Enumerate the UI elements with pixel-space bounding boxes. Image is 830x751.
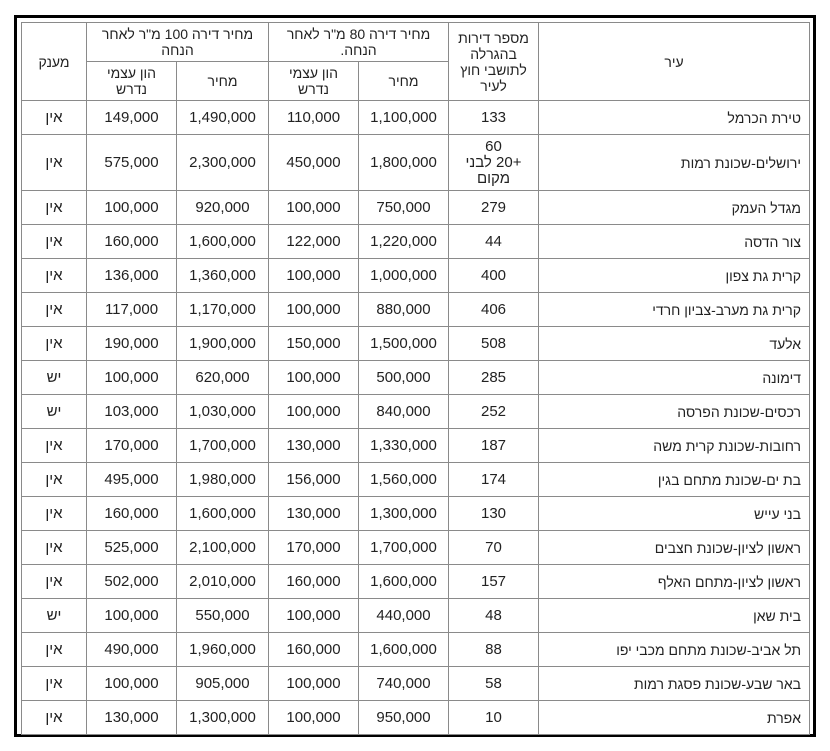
table-row (22, 225, 810, 259)
cell-grant: אין (22, 259, 87, 293)
table-row (22, 633, 810, 667)
cell-equity-100: 575,000 (87, 135, 177, 191)
cell-grant: אין (22, 565, 87, 599)
cell-equity-100: 100,000 (87, 667, 177, 701)
cell-city: קרית גת מערב-צביון חרדי (539, 293, 810, 327)
cell-equity-80: 100,000 (269, 701, 359, 735)
cell-equity-80: 122,000 (269, 225, 359, 259)
cell-equity-80: 170,000 (269, 531, 359, 565)
cell-price-100: 1,980,000 (177, 463, 269, 497)
header-city: עיר (539, 23, 810, 101)
cell-price-80: 1,600,000 (359, 633, 449, 667)
cell-price-80: 1,300,000 (359, 497, 449, 531)
cell-grant: אין (22, 191, 87, 225)
header-apt80: מחיר דירה 80 מ"ר לאחר הנחה. (269, 23, 449, 62)
cell-lottery: 88 (449, 633, 539, 667)
cell-price-100: 620,000 (177, 361, 269, 395)
cell-equity-80: 100,000 (269, 667, 359, 701)
cell-city: בני עייש (539, 497, 810, 531)
cell-grant: אין (22, 101, 87, 135)
cell-city: בית שאן (539, 599, 810, 633)
cell-lottery: 285 (449, 361, 539, 395)
table-row (22, 259, 810, 293)
cell-equity-100: 490,000 (87, 633, 177, 667)
cell-equity-100: 525,000 (87, 531, 177, 565)
cell-city: אלעד (539, 327, 810, 361)
table-row (22, 497, 810, 531)
cell-equity-100: 160,000 (87, 497, 177, 531)
cell-grant: אין (22, 327, 87, 361)
cell-lottery: 130 (449, 497, 539, 531)
cell-grant: אין (22, 633, 87, 667)
cell-price-80: 1,100,000 (359, 101, 449, 135)
cell-city: ראשון לציון-שכונת חצבים (539, 531, 810, 565)
table-row (22, 599, 810, 633)
table-frame (14, 15, 816, 737)
cell-lottery: 133 (449, 101, 539, 135)
table-row (22, 531, 810, 565)
cell-lottery: 400 (449, 259, 539, 293)
cell-equity-100: 103,000 (87, 395, 177, 429)
cell-lottery: 10 (449, 701, 539, 735)
cell-price-100: 1,900,000 (177, 327, 269, 361)
header-lottery: מספר דירות בהגרלה לתושבי חוץ לעיר (449, 23, 539, 101)
cell-price-80: 500,000 (359, 361, 449, 395)
cell-price-100: 2,100,000 (177, 531, 269, 565)
cell-equity-80: 100,000 (269, 395, 359, 429)
cell-price-100: 1,600,000 (177, 497, 269, 531)
cell-lottery: 279 (449, 191, 539, 225)
cell-grant: אין (22, 293, 87, 327)
cell-price-80: 950,000 (359, 701, 449, 735)
table-row (22, 667, 810, 701)
cell-equity-80: 100,000 (269, 361, 359, 395)
cell-lottery: 508 (449, 327, 539, 361)
cell-price-80: 1,500,000 (359, 327, 449, 361)
cell-price-100: 905,000 (177, 667, 269, 701)
table-row (22, 565, 810, 599)
cell-equity-100: 130,000 (87, 701, 177, 735)
housing-lottery-table (21, 22, 810, 735)
cell-equity-100: 100,000 (87, 361, 177, 395)
cell-grant: יש (22, 361, 87, 395)
header-row-1 (22, 23, 810, 62)
cell-lottery: 58 (449, 667, 539, 701)
cell-price-80: 880,000 (359, 293, 449, 327)
cell-city: ירושלים-שכונת רמות (539, 135, 810, 191)
cell-equity-80: 100,000 (269, 191, 359, 225)
table-row (22, 327, 810, 361)
cell-price-80: 1,700,000 (359, 531, 449, 565)
cell-price-100: 1,170,000 (177, 293, 269, 327)
cell-price-80: 740,000 (359, 667, 449, 701)
cell-city: באר שבע-שכונת פסגת רמות (539, 667, 810, 701)
cell-price-100: 1,030,000 (177, 395, 269, 429)
header-equity-100: הון עצמי נדרש (87, 62, 177, 101)
table-row (22, 135, 810, 191)
header-price-100: מחיר (177, 62, 269, 101)
cell-price-100: 550,000 (177, 599, 269, 633)
cell-equity-80: 156,000 (269, 463, 359, 497)
cell-equity-100: 100,000 (87, 599, 177, 633)
cell-equity-100: 100,000 (87, 191, 177, 225)
cell-lottery: 60 +20 לבני מקום (449, 135, 539, 191)
cell-price-80: 1,600,000 (359, 565, 449, 599)
cell-city: תל אביב-שכונת מתחם מכבי יפו (539, 633, 810, 667)
header-equity-80: הון עצמי נדרש (269, 62, 359, 101)
table-row (22, 429, 810, 463)
header-apt100: מחיר דירה 100 מ"ר לאחר הנחה (87, 23, 269, 62)
cell-city: רכסים-שכונת הפרסה (539, 395, 810, 429)
cell-lottery: 252 (449, 395, 539, 429)
table-row (22, 395, 810, 429)
cell-equity-100: 495,000 (87, 463, 177, 497)
cell-grant: אין (22, 429, 87, 463)
cell-price-100: 1,300,000 (177, 701, 269, 735)
cell-price-100: 1,960,000 (177, 633, 269, 667)
cell-grant: יש (22, 599, 87, 633)
cell-grant: אין (22, 531, 87, 565)
cell-city: טירת הכרמל (539, 101, 810, 135)
cell-price-80: 440,000 (359, 599, 449, 633)
cell-price-80: 1,220,000 (359, 225, 449, 259)
cell-lottery: 48 (449, 599, 539, 633)
cell-equity-80: 100,000 (269, 293, 359, 327)
cell-equity-100: 117,000 (87, 293, 177, 327)
cell-equity-100: 149,000 (87, 101, 177, 135)
header-price-80: מחיר (359, 62, 449, 101)
cell-equity-80: 130,000 (269, 429, 359, 463)
table-row (22, 101, 810, 135)
cell-city: קרית גת צפון (539, 259, 810, 293)
cell-city: אפרת (539, 701, 810, 735)
cell-price-100: 1,600,000 (177, 225, 269, 259)
cell-equity-100: 160,000 (87, 225, 177, 259)
cell-equity-80: 150,000 (269, 327, 359, 361)
cell-price-100: 2,300,000 (177, 135, 269, 191)
cell-equity-80: 450,000 (269, 135, 359, 191)
cell-equity-100: 136,000 (87, 259, 177, 293)
cell-grant: אין (22, 135, 87, 191)
cell-equity-100: 170,000 (87, 429, 177, 463)
cell-lottery: 187 (449, 429, 539, 463)
cell-grant: אין (22, 497, 87, 531)
cell-price-80: 750,000 (359, 191, 449, 225)
cell-lottery: 70 (449, 531, 539, 565)
cell-price-100: 1,490,000 (177, 101, 269, 135)
cell-city: רחובות-שכונת קרית משה (539, 429, 810, 463)
cell-grant: אין (22, 463, 87, 497)
header-grant: מענק (22, 23, 87, 101)
cell-lottery: 406 (449, 293, 539, 327)
cell-equity-80: 100,000 (269, 259, 359, 293)
table-body (22, 101, 810, 735)
cell-price-80: 1,800,000 (359, 135, 449, 191)
cell-equity-100: 502,000 (87, 565, 177, 599)
cell-price-80: 1,560,000 (359, 463, 449, 497)
cell-grant: אין (22, 667, 87, 701)
cell-price-80: 840,000 (359, 395, 449, 429)
cell-equity-100: 190,000 (87, 327, 177, 361)
cell-lottery: 44 (449, 225, 539, 259)
cell-price-80: 1,330,000 (359, 429, 449, 463)
cell-city: צור הדסה (539, 225, 810, 259)
cell-city: בת ים-שכונת מתחם בגין (539, 463, 810, 497)
table-row (22, 293, 810, 327)
cell-lottery: 174 (449, 463, 539, 497)
cell-grant: יש (22, 395, 87, 429)
cell-grant: אין (22, 701, 87, 735)
cell-lottery: 157 (449, 565, 539, 599)
cell-price-100: 920,000 (177, 191, 269, 225)
cell-equity-80: 110,000 (269, 101, 359, 135)
table-row (22, 701, 810, 735)
cell-equity-80: 100,000 (269, 599, 359, 633)
cell-price-100: 2,010,000 (177, 565, 269, 599)
cell-price-100: 1,360,000 (177, 259, 269, 293)
cell-equity-80: 160,000 (269, 633, 359, 667)
cell-equity-80: 130,000 (269, 497, 359, 531)
table-row (22, 361, 810, 395)
cell-city: מגדל העמק (539, 191, 810, 225)
cell-price-80: 1,000,000 (359, 259, 449, 293)
table-row (22, 191, 810, 225)
cell-grant: אין (22, 225, 87, 259)
cell-city: ראשון לציון-מתחם האלף (539, 565, 810, 599)
cell-equity-80: 160,000 (269, 565, 359, 599)
cell-price-100: 1,700,000 (177, 429, 269, 463)
cell-city: דימונה (539, 361, 810, 395)
table-row (22, 463, 810, 497)
